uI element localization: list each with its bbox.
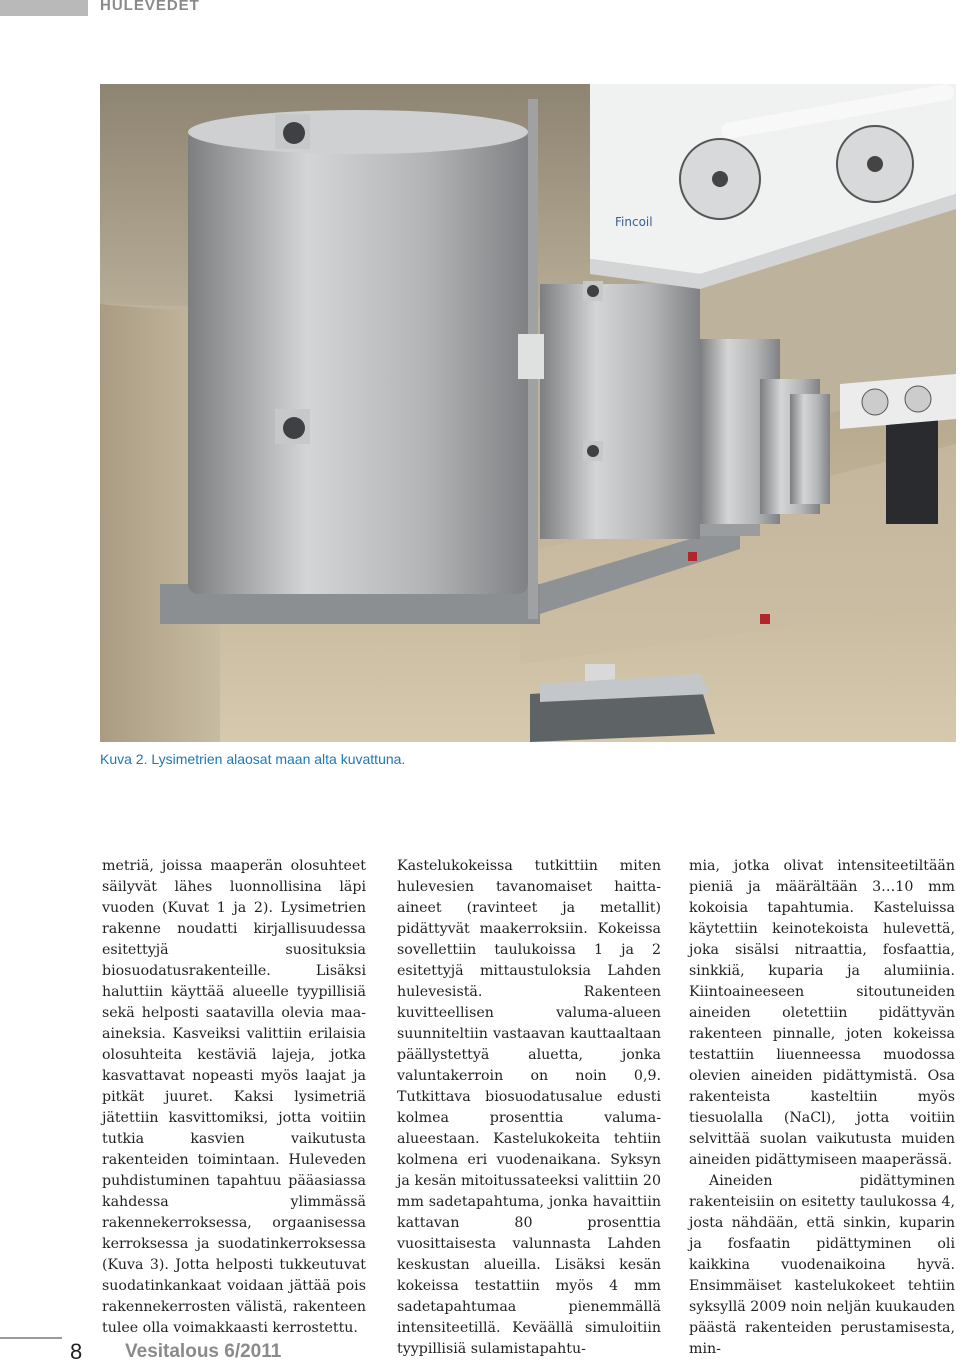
paragraph: Aineiden pidättyminen rakenteisiin on esitetty taulukossa 4, josta nähdään, että sinkin, kuparin ja fosfaatin pidättyminen oli kaikkina vuodenaikoina hyvä. Ensimmäiset kastelukokeet tehtiin syksyllä 2009 noin neljän kuukauden päästä rakenteiden perustamisesta, min- <box>689 1173 955 1357</box>
section-label: HULEVEDET <box>100 0 200 14</box>
header-color-block <box>0 0 88 16</box>
lysimeter-photo <box>100 84 956 742</box>
magazine-title: Vesitalous 6/2011 <box>125 1341 282 1362</box>
footer-rule <box>0 1337 62 1339</box>
page-number: 8 <box>70 1339 83 1364</box>
fincoil-logo: Fincoil <box>615 215 653 229</box>
paragraph: Kastelukokeissa tutkittiin miten hulevesien tavanomaiset haitta-aineet (ravinteet ja metallit) pidättyvät maakerroksiin. Kokeissa sovellettiin taulukoissa 1 ja 2 esitettyjä mittaustuloksia Lahden hulevesistä. Rakenteen kuvitteellisen valuma-alueen suunniteltiin vastaavan kauttaaltaan päällystettyä aluetta, jonka valuntakerroin on noin 0,9. Tutkittava biosuodatusalue edusti kolmea prosenttia valuma-alueestaan. Kastelukokeita tehtiin kolmena eri vuodenaikana. Syksyn ja kesän mitoitussateeksi valittiin 20 mm sadetapahtuma, jonka havaittiin kattavan 80 prosenttia vuosittaisesta valunnasta Lahden keskustan alueilla. Lisäksi kesän kokeissa testattiin myös 4 mm sadetapahtumaa pienemmällä intensiteetillä. Keväällä simuloitiin tyypillisiä sulamistapahtu- <box>397 858 661 1357</box>
paragraph: metriä, joissa maaperän olosuhteet säilyvät lähes luonnollisina läpi vuoden (Kuvat 1 ja 2). Lysimetrien rakenne noudatti kirjallisuudessa esitettyjä suosituksia biosuodatusrakenteille. Lisäksi haluttiin käyttää alueelle tyypillisiä sekä helposti saatavilla olevia maa-aineksia. Kasveiksi valittiin erilaisia olosuhteita kestäviä lajeja, jotka kasvattavat nopeasti myös laajat ja pitkät juuret. Kaksi lysimetriä jätettiin kasvittomiksi, jotta voitiin tutkia kasvien vaikutusta rakenteiden toimintaan. Huleveden puhdistuminen tapahtuu pääasiassa kahdessa ylimmässä rakennekerroksessa, orgaanisessa kerroksessa ja suodatinkerroksessa (Kuva 3). Jotta helposti tukkeutuvat suodatinkankaat voidaan jättää pois rakennekerrosten välistä, rakenteen tulee olla voimakkaasti kerrostettu. <box>102 858 366 1336</box>
text-column-right <box>689 856 955 1360</box>
text-column-left <box>102 856 366 1339</box>
paragraph: mia, jotka olivat intensiteetiltään pieniä ja määrältään 3…10 mm kokoisia tapahtumia. Kasteluissa käytettiin keinotekoista hulevettä, joka sisälsi nitraattia, fosfaattia, sinkkiä, kuparia ja alumiinia. Kiintoaineeseen sitoutuneiden aineiden oletettiin pidättyvän rakenteen pinnalle, joten kokeissa testattiin liuenneessa muodossa olevien aineiden pidättymistä. Osa rakenteista kasteltiin myös tiesuolalla (NaCl), jotta voitiin selvittää suolan vaikutusta muiden aineiden pidättymiseen maaperässä. <box>689 858 955 1168</box>
figure-caption: Kuva 2. Lysimetrien alaosat maan alta kuvattuna. <box>100 751 406 767</box>
text-column-middle <box>397 856 661 1360</box>
